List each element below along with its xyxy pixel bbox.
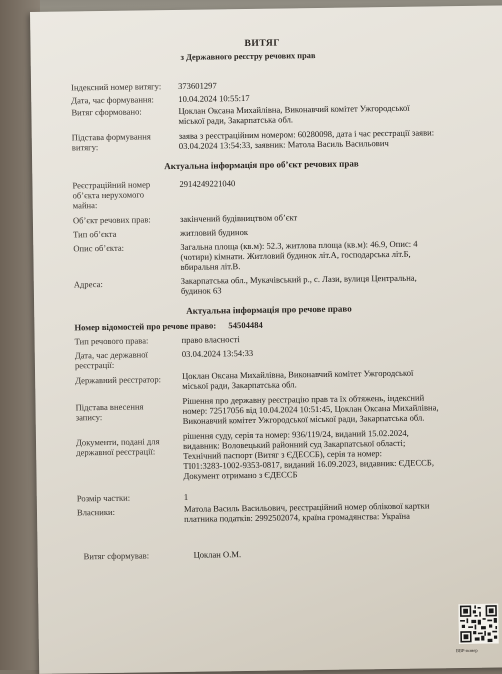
basis-label-line1: Підстава формування (71, 131, 151, 143)
extract-document (30, 5, 502, 674)
qr-code-icon (458, 604, 499, 645)
entry-basis-line1: Рішення про державну реєстрацію прав та їх обтяжень, індексний (182, 392, 425, 406)
owners-line2: платника податків: 2992502074, країна громадянства: Україна (184, 510, 410, 524)
reg-date-label-line2: реєстрації: (74, 359, 115, 371)
right-type-value: право власності (181, 334, 240, 345)
basis-value-line1: заява з реєстраційним номером: 60280098, дата і час реєстрації заяви: (178, 127, 435, 141)
share-label: Розмір частки: (76, 492, 131, 504)
basis-label-line2: витягу: (71, 142, 99, 153)
documents-label-line1: Документи, подані для (75, 436, 160, 448)
reg-number-value: 2914249221040 (179, 178, 236, 189)
entry-basis-label-line1: Підстава внесення (75, 401, 144, 413)
documents-line4: ТІ01:3283-1002-9353-0817, виданий 16.09.2023, видавник: ЄДЕССБ, (183, 457, 435, 471)
reg-date-value: 03.04.2024 13:54:33 (181, 347, 254, 359)
basis-value-line2: 03.04.2024 13:54:33, заявник: Матола Василь Васильович (178, 138, 389, 151)
owners-line1: Матола Василь Васильович, реєстраційний номер облікової картки (183, 500, 430, 514)
object-type-value: житловий будинок (180, 226, 249, 238)
record-number-label: Номер відомостей про речове право: (74, 320, 217, 333)
entry-basis-line3: Виконавчий комітет Ужгородської міської ради, Закарпатська обл. (182, 412, 425, 426)
qr-caption: ВВР-номер (455, 647, 478, 654)
description-line2: (чотири) кімнати. Житловий будинок літ.А, господарська літ.Б, (180, 248, 411, 262)
formed-value-line1: Цоклан Оксана Михайлівна, Виконавчий комітет Ужгородської (178, 102, 410, 116)
right-section-heading: Актуальна інформація про речове право (186, 303, 352, 316)
entry-basis-label-line2: запису: (75, 412, 103, 423)
formed-value-line2: міської ради, Закарпатська обл. (178, 114, 294, 126)
share-value: 1 (183, 491, 189, 502)
index-value: 373601297 (177, 80, 217, 91)
owners-label: Власники: (76, 506, 116, 518)
reg-number-label-line3: майна: (72, 200, 98, 211)
address-line2: будинок 63 (180, 285, 222, 296)
object-type-label: Тип об’єкта (73, 228, 117, 240)
documents-line2: видавник: Воловецький районний суд Закарпатської області; (183, 437, 406, 451)
date-label: Дата, час формування: (71, 94, 154, 106)
document-title: ВИТЯГ (244, 37, 280, 50)
reg-number-label-line2: об’єкта нерухомого (72, 189, 145, 201)
document-subtitle: з Державного реєстру речових прав (180, 51, 316, 62)
documents-label-line2: державної реєстрації: (76, 446, 156, 458)
record-number-value: 54504484 (228, 319, 263, 331)
documents-line5: Документ отримано з ЄДЕССБ (183, 469, 298, 481)
address-label: Адреса: (73, 279, 103, 290)
reg-date-label-line1: Дата, час державної (74, 349, 148, 361)
right-type-label: Тип речового права: (74, 335, 149, 347)
description-line3: вбиральня літ.В. (180, 261, 241, 272)
signed-by-value: Цоклан О.М. (193, 549, 242, 560)
registrar-value-line1: Цоклан Оксана Михайлівна, Виконавчий комітет Ужгородської (182, 367, 414, 381)
object-label: Об’єкт речових прав: (72, 214, 151, 226)
object-value: закінчений будівництвом об’єкт (179, 212, 298, 224)
reg-number-label-line1: Реєстраційний номер (72, 179, 151, 191)
date-value: 10.04.2024 10:55:17 (178, 92, 250, 104)
address-line1: Закарпатська обл., Мукачівський р., с. Лази, вулиця Центральна, (180, 272, 417, 286)
signed-by-label: Витяг сформував: (83, 550, 150, 562)
registrar-label: Державний реєстратор: (75, 374, 162, 386)
formed-label: Витяг сформовано: (71, 106, 142, 118)
documents-line3: Технічний паспорт (Витяг з ЄДЕССБ), серія та номер: (183, 448, 383, 461)
object-section-heading: Актуальна інформація про об’єкт речових прав (164, 158, 359, 172)
entry-basis-line2: номер: 72517056 від 10.04.2024 10:51:45, Цоклан Оксана Михайлівна, (182, 402, 439, 416)
registrar-value-line2: міської ради, Закарпатська обл. (182, 379, 297, 391)
description-label: Опис об’єкта: (73, 242, 125, 254)
documents-line1: рішення суду, серія та номер: 936/119/24, виданий 15.02.2024, (182, 427, 409, 441)
description-line1: Загальна площа (кв.м): 52.3, житлова площа (кв.м): 46.9, Опис: 4 (180, 238, 418, 252)
index-label: Індексний номер витягу: (70, 81, 162, 93)
